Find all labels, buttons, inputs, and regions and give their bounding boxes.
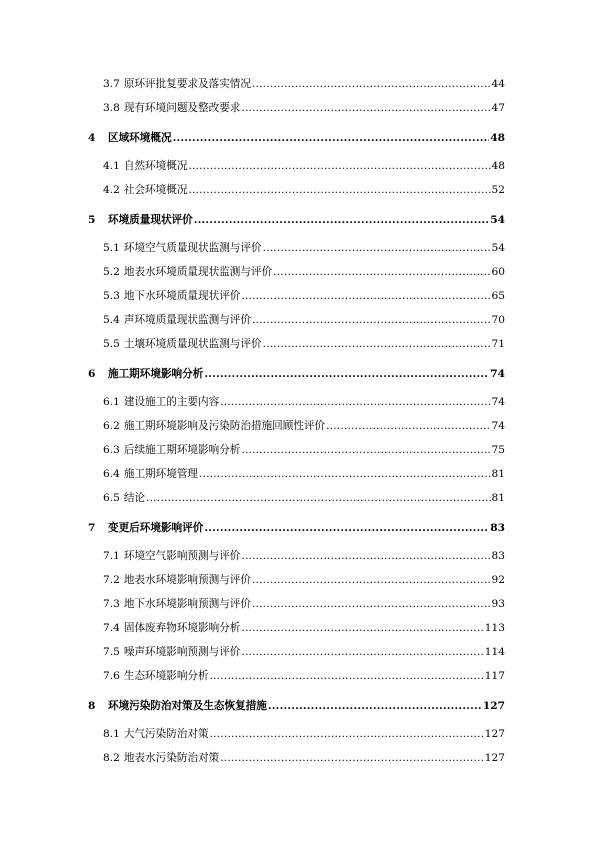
- toc-entry-6-1[interactable]: [103, 395, 505, 409]
- section-number: 3.8: [103, 102, 120, 114]
- page-number: 60: [491, 266, 505, 278]
- page-number: 48: [491, 160, 505, 172]
- section-number: 7.2: [103, 574, 120, 586]
- section-number: 4.2: [103, 184, 120, 196]
- dot-leader: [204, 367, 489, 381]
- toc-chapter-8[interactable]: [88, 699, 505, 713]
- page-number: 48: [490, 132, 505, 144]
- section-title: 固体废弃物环境影响分析: [123, 622, 241, 634]
- dot-leader: [146, 491, 490, 505]
- page-number: 71: [491, 338, 505, 350]
- section-number: 6.5: [103, 492, 120, 504]
- page-number: 127: [482, 700, 505, 712]
- page-number: 93: [491, 598, 505, 610]
- page-number: 74: [491, 420, 505, 432]
- dot-leader: [326, 419, 490, 433]
- page-number: 70: [491, 314, 505, 326]
- chapter-title: 施工期环境影响分析: [108, 368, 204, 380]
- dot-leader: [263, 337, 491, 351]
- toc-entry-6-5[interactable]: [103, 491, 505, 505]
- section-title: 环境空气质量现状监测与评价: [123, 242, 262, 254]
- toc-entry-6-2[interactable]: [103, 419, 505, 433]
- section-number: 7.6: [103, 670, 120, 682]
- section-number: 5.4: [103, 314, 120, 326]
- section-number: 7.4: [103, 622, 120, 634]
- page-number: 65: [491, 290, 505, 302]
- dot-leader: [241, 443, 490, 457]
- section-number: 5.1: [103, 242, 120, 254]
- toc-entry-7-2[interactable]: [103, 573, 505, 587]
- page-number: 114: [484, 646, 505, 658]
- toc-entry-6-4[interactable]: [103, 467, 505, 481]
- chapter-number: 8: [88, 700, 96, 712]
- page-number: 83: [490, 522, 505, 534]
- page-number: 75: [491, 444, 505, 456]
- chapter-title: 环境污染防治对策及生态恢复措施: [108, 700, 267, 712]
- toc-entry-5-5[interactable]: [103, 337, 505, 351]
- toc-entry-5-2[interactable]: [103, 265, 505, 279]
- page-number: 117: [484, 670, 505, 682]
- page-number: 47: [491, 102, 505, 114]
- toc-entry-7-5[interactable]: [103, 645, 505, 659]
- section-number: 7.5: [103, 646, 120, 658]
- page-number: 81: [491, 492, 505, 504]
- dot-leader: [252, 313, 491, 327]
- section-number: 7.3: [103, 598, 120, 610]
- section-number: 7.1: [103, 550, 120, 562]
- section-title: 结论: [123, 492, 146, 504]
- section-number: 6.4: [103, 468, 120, 480]
- section-title: 土壤环境质量现状监测与评价: [123, 338, 262, 350]
- page-number: 127: [484, 728, 505, 740]
- toc-entry-7-3[interactable]: [103, 597, 505, 611]
- section-title: 原环评批复要求及落实情况: [123, 78, 251, 90]
- page-number: 127: [484, 752, 505, 764]
- section-number: 6.1: [103, 396, 120, 408]
- dot-leader: [188, 159, 490, 173]
- toc-chapter-4[interactable]: [88, 131, 505, 145]
- chapter-title: 区域环境概况: [108, 132, 172, 144]
- page-number: 92: [491, 574, 505, 586]
- toc-entry-3-7[interactable]: [103, 77, 505, 91]
- section-number: 5.2: [103, 266, 120, 278]
- page-number: 113: [484, 622, 505, 634]
- section-number: 8.2: [103, 752, 120, 764]
- section-title: 地下水环境影响预测与评价: [123, 598, 251, 610]
- section-number: 6.2: [103, 420, 120, 432]
- chapter-number: 5: [88, 214, 96, 226]
- section-title: 大气污染防治对策: [123, 728, 209, 740]
- section-title: 施工期环境管理: [123, 468, 199, 480]
- toc-chapter-7[interactable]: [88, 521, 505, 535]
- section-title: 建设施工的主要内容: [123, 396, 220, 408]
- dot-leader: [241, 549, 490, 563]
- toc-entry-4-2[interactable]: [103, 183, 505, 197]
- dot-leader: [252, 77, 491, 91]
- section-number: 4.1: [103, 160, 120, 172]
- section-title: 环境空气影响预测与评价: [123, 550, 241, 562]
- toc-entry-7-4[interactable]: [103, 621, 505, 635]
- section-number: 8.1: [103, 728, 120, 740]
- dot-leader: [220, 395, 490, 409]
- section-title: 地下水环境质量现状评价: [123, 290, 241, 302]
- toc-entry-8-2[interactable]: [103, 751, 505, 765]
- toc-entry-4-1[interactable]: [103, 159, 505, 173]
- toc-entry-7-6[interactable]: [103, 669, 505, 683]
- page-number: 83: [491, 550, 505, 562]
- page-number: 74: [491, 396, 505, 408]
- dot-leader: [220, 751, 484, 765]
- dot-leader: [241, 621, 483, 635]
- toc-entry-5-3[interactable]: [103, 289, 505, 303]
- section-title: 现有环境问题及整改要求: [123, 102, 241, 114]
- section-title: 地表水环境质量现状监测与评价: [123, 266, 273, 278]
- chapter-number: 7: [88, 522, 96, 534]
- dot-leader: [268, 699, 482, 713]
- dot-leader: [252, 573, 491, 587]
- toc-entry-7-1[interactable]: [103, 549, 505, 563]
- toc-entry-5-4[interactable]: [103, 313, 505, 327]
- section-number: 5.3: [103, 290, 120, 302]
- dot-leader: [188, 183, 490, 197]
- dot-leader: [263, 241, 491, 255]
- page-number: 74: [490, 368, 505, 380]
- dot-leader: [241, 289, 490, 303]
- chapter-number: 4: [88, 132, 96, 144]
- toc-chapter-6[interactable]: [88, 367, 505, 381]
- dot-leader: [199, 467, 491, 481]
- dot-leader: [204, 521, 489, 535]
- toc-chapter-5[interactable]: [88, 213, 505, 227]
- section-title: 社会环境概况: [123, 184, 188, 196]
- toc-entry-8-1[interactable]: [103, 727, 505, 741]
- section-title: 地表水环境影响预测与评价: [123, 574, 251, 586]
- dot-leader: [241, 645, 483, 659]
- section-number: 3.7: [103, 78, 120, 90]
- section-title: 声环境质量现状监测与评价: [123, 314, 251, 326]
- section-title: 施工期环境影响及污染防治措施回顾性评价: [123, 420, 326, 432]
- chapter-title: 环境质量现状评价: [108, 214, 193, 226]
- page-number: 81: [491, 468, 505, 480]
- section-title: 生态环境影响分析: [123, 670, 209, 682]
- section-title: 噪声环境影响预测与评价: [123, 646, 241, 658]
- page-number: 44: [491, 78, 505, 90]
- page-number: 52: [491, 184, 505, 196]
- dot-leader: [210, 669, 484, 683]
- dot-leader: [252, 597, 491, 611]
- section-title: 后续施工期环境影响分析: [123, 444, 241, 456]
- toc-entry-6-3[interactable]: [103, 443, 505, 457]
- section-number: 5.5: [103, 338, 120, 350]
- dot-leader: [210, 727, 484, 741]
- dot-leader: [241, 101, 490, 115]
- chapter-number: 6: [88, 368, 96, 380]
- toc-entry-3-8[interactable]: [103, 101, 505, 115]
- section-number: 6.3: [103, 444, 120, 456]
- page-number: 54: [490, 214, 505, 226]
- dot-leader: [273, 265, 490, 279]
- chapter-title: 变更后环境影响评价: [108, 522, 204, 534]
- toc-entry-5-1[interactable]: [103, 241, 505, 255]
- page-number: 54: [491, 242, 505, 254]
- section-title: 自然环境概况: [123, 160, 188, 172]
- section-title: 地表水污染防治对策: [123, 752, 220, 764]
- dot-leader: [194, 213, 490, 227]
- dot-leader: [173, 131, 490, 145]
